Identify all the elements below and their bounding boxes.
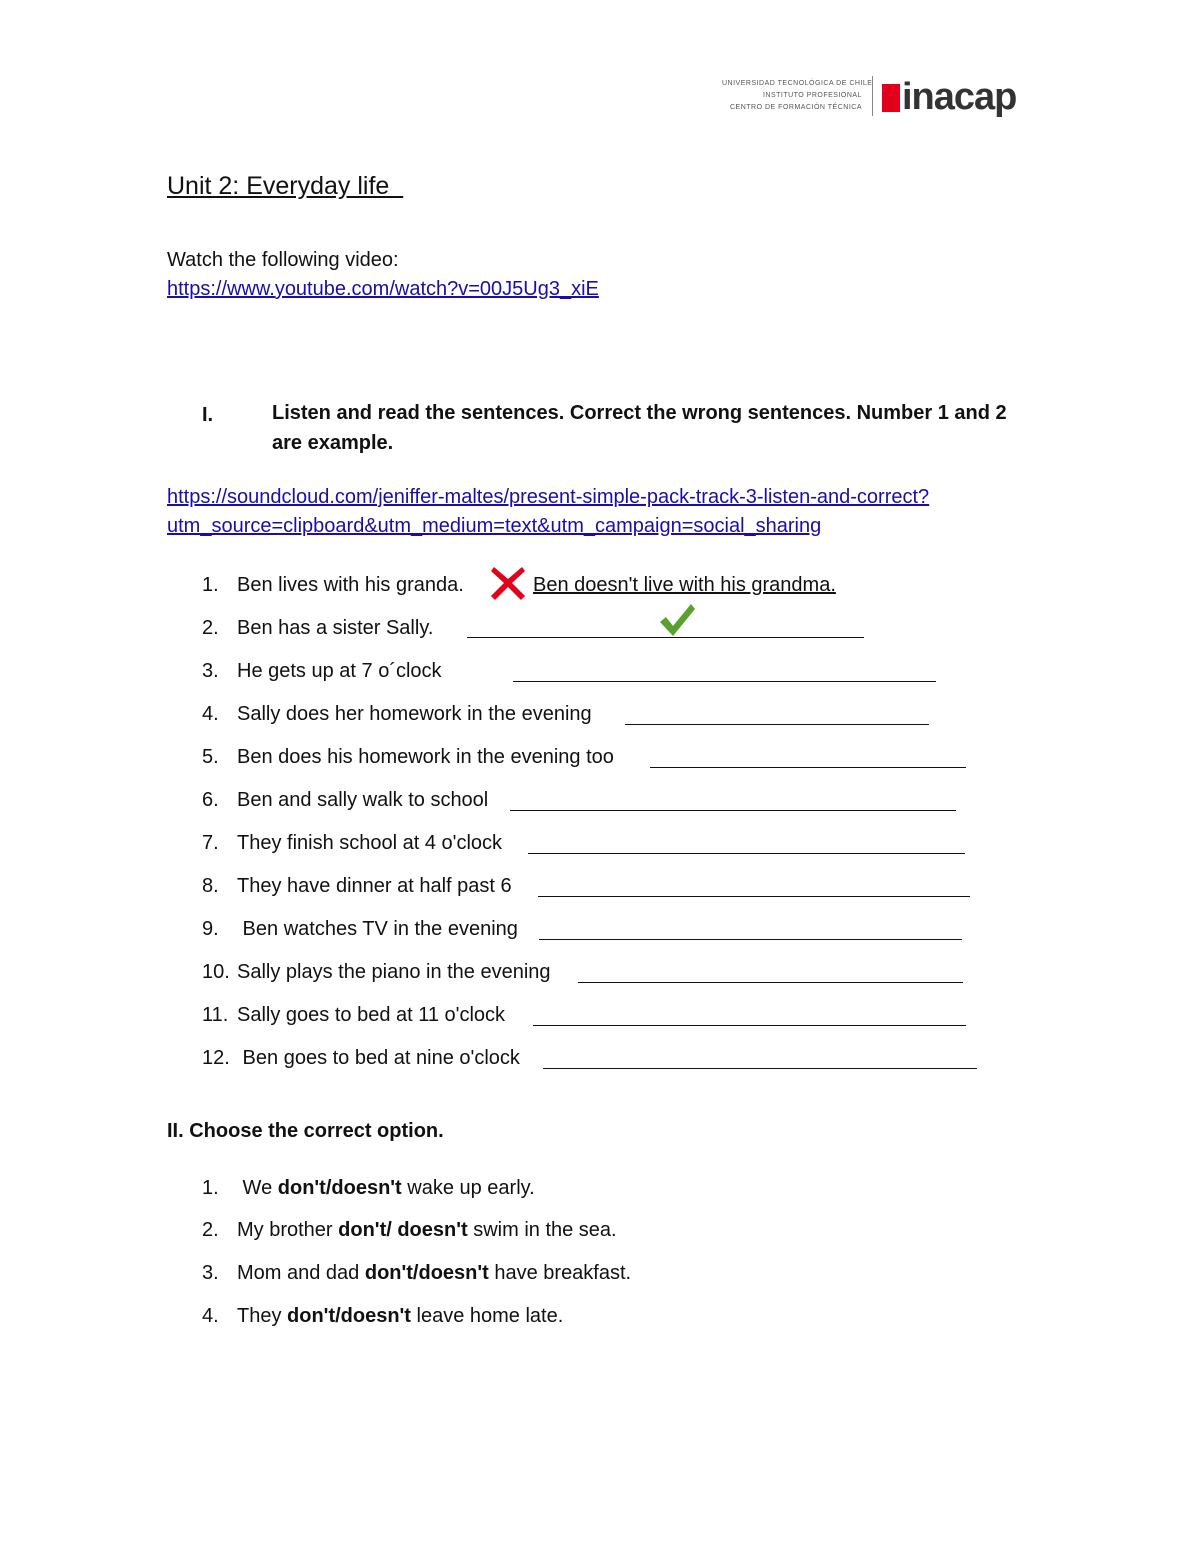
- item-number: 10.: [202, 961, 230, 983]
- choice-options[interactable]: don't/doesn't: [364, 1262, 489, 1284]
- item-number: 4.: [202, 703, 219, 725]
- choice-after: leave home late.: [410, 1305, 564, 1327]
- answer-blank[interactable]: [528, 853, 965, 854]
- choice-after: swim in the sea.: [467, 1219, 617, 1241]
- video-link[interactable]: https://www.youtube.com/watch?v=00J5Ug3_xiE: [167, 278, 599, 300]
- logo-mark-icon: [882, 84, 900, 112]
- item-number: 4.: [202, 1305, 219, 1327]
- section-1-instruction: Listen and read the sentences. Correct the wrong sentences. Number 1 and 2 are example.: [272, 402, 1007, 454]
- choice-before: My brother: [237, 1219, 339, 1241]
- item-sentence: Sally does her homework in the evening: [237, 703, 592, 725]
- choice-after: wake up early.: [401, 1177, 535, 1199]
- item-number: 3.: [202, 660, 219, 682]
- item-sentence: Ben lives with his granda.: [237, 574, 464, 596]
- choice-sentence: [237, 1305, 563, 1328]
- answer-blank[interactable]: [650, 767, 966, 768]
- answer-blank[interactable]: [578, 982, 963, 983]
- answer-blank[interactable]: [510, 810, 956, 811]
- green-check-icon: [657, 600, 697, 640]
- choice-options[interactable]: don't/doesn't: [277, 1177, 402, 1199]
- answer-blank[interactable]: [513, 681, 936, 682]
- item-sentence: They finish school at 4 o'clock: [237, 832, 503, 854]
- item-sentence: Ben does his homework in the evening too: [237, 746, 614, 768]
- answer-blank[interactable]: [625, 724, 929, 725]
- item-number: 8.: [202, 875, 219, 897]
- choice-sentence: [237, 1219, 617, 1242]
- item-sentence: Sally goes to bed at 11 o'clock: [237, 1004, 506, 1026]
- section-2-heading: II. Choose the correct option.: [167, 1120, 444, 1142]
- item-number: 1.: [202, 1177, 219, 1199]
- item-number: 11.: [202, 1004, 229, 1026]
- section-1-numeral: I.: [202, 404, 214, 426]
- answer-blank[interactable]: [543, 1068, 977, 1069]
- item-number: 2.: [202, 1219, 219, 1241]
- item-number: 12.: [202, 1047, 230, 1069]
- choice-before: Mom and dad: [237, 1262, 365, 1284]
- item-number: 5.: [202, 746, 219, 768]
- soundcloud-link-line-2[interactable]: utm_source=clipboard&utm_medium=text&utm_campaign=social_sharing: [167, 515, 822, 537]
- choice-options[interactable]: don't/ doesn't: [338, 1219, 468, 1241]
- choice-sentence: [237, 1177, 535, 1200]
- item-sentence: Ben watches TV in the evening: [237, 918, 518, 940]
- item-number: 2.: [202, 617, 219, 639]
- choice-sentence: [237, 1262, 631, 1285]
- item-sentence: Sally plays the piano in the evening: [237, 961, 551, 983]
- page-title: Unit 2: Everyday life: [167, 172, 404, 200]
- item-number: 9.: [202, 918, 219, 940]
- choice-options[interactable]: don't/doesn't: [287, 1305, 411, 1327]
- logo-divider: [872, 76, 873, 116]
- logo-subtitle-line-3: CENTRO DE FORMACIÓN TÉCNICA: [730, 104, 862, 111]
- logo-subtitle-line-2: INSTITUTO PROFESIONAL: [762, 92, 862, 99]
- intro-text: Watch the following video:: [167, 249, 399, 271]
- choice-before: They: [237, 1305, 288, 1327]
- logo-subtitle: [722, 78, 873, 114]
- item-sentence: He gets up at 7 o´clock: [237, 660, 442, 682]
- answer-blank[interactable]: [539, 939, 962, 940]
- item-answer: Ben doesn't live with his grandma.: [533, 574, 836, 596]
- red-cross-icon: [488, 563, 528, 603]
- logo-wordmark: inacap: [902, 76, 1017, 118]
- item-number: 1.: [202, 574, 219, 596]
- answer-blank[interactable]: [538, 896, 970, 897]
- item-number: 3.: [202, 1262, 219, 1284]
- answer-blank[interactable]: [533, 1025, 966, 1026]
- item-number: 7.: [202, 832, 219, 854]
- choice-before: We: [237, 1177, 278, 1199]
- item-sentence: Ben goes to bed at nine o'clock: [237, 1047, 520, 1069]
- item-number: 6.: [202, 789, 219, 811]
- soundcloud-link-line-1[interactable]: https://soundcloud.com/jeniffer-maltes/present-simple-pack-track-3-listen-and-correct?: [167, 486, 930, 508]
- item-sentence: Ben has a sister Sally.: [237, 617, 434, 639]
- item-sentence: Ben and sally walk to school: [237, 789, 489, 811]
- choice-after: have breakfast.: [488, 1262, 632, 1284]
- item-sentence: They have dinner at half past 6: [237, 875, 512, 897]
- logo-subtitle-line-1: UNIVERSIDAD TECNOLÓGICA DE CHILE: [722, 80, 873, 87]
